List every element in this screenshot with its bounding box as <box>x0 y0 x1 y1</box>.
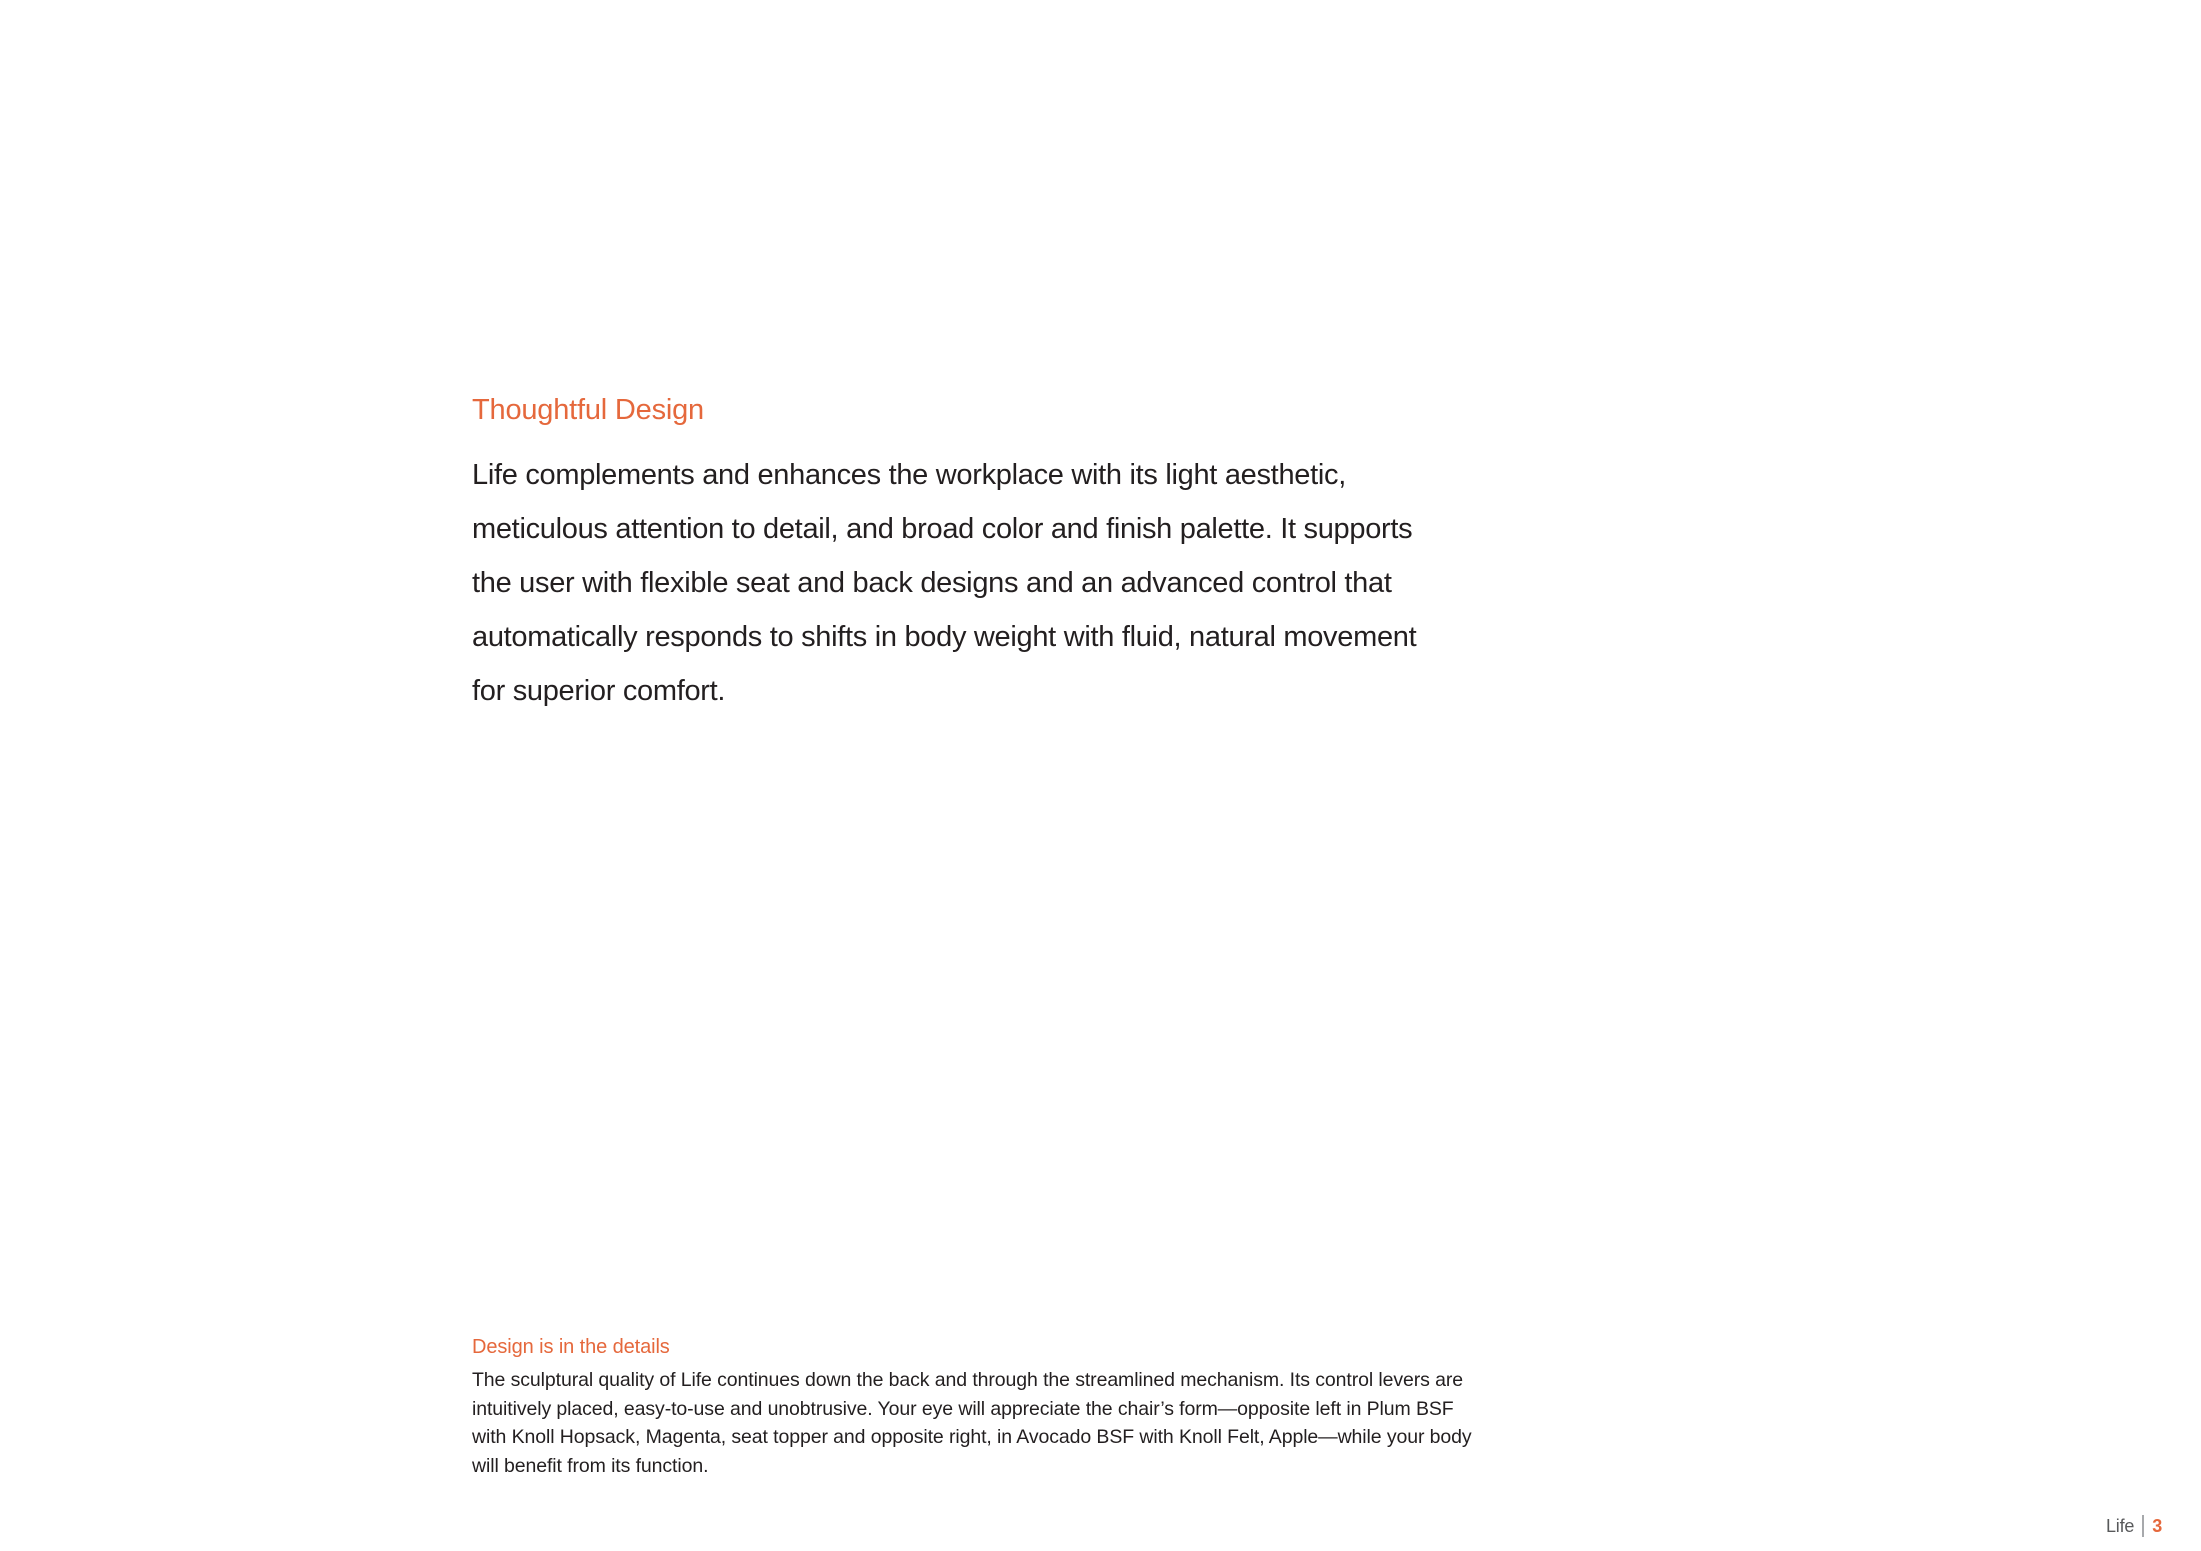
caption-line: with Knoll Hopsack, Magenta, seat topper and opposite right, in Avocado BSF with Knoll Felt, Apple—while your body <box>472 1426 1472 1448</box>
paragraph-line: automatically responds to shifts in body weight with fluid, natural movement <box>472 621 1417 653</box>
caption-block <box>472 1337 1472 1480</box>
footer-brand-label: Life <box>2105 1516 2135 1536</box>
page-footer <box>2106 1515 2162 1537</box>
paragraph-line: Life complements and enhances the workplace with its light aesthetic, <box>472 459 1346 491</box>
footer-page-number: 3 <box>2152 1516 2162 1536</box>
caption-heading: Design is in the details <box>472 1336 670 1358</box>
caption-line: intuitively placed, easy-to-use and unobtrusive. Your eye will appreciate the chair’s form—opposite left in Plum BSF <box>472 1397 1454 1420</box>
caption-line: The sculptural quality of Life continues down the back and through the streamlined mechanism. Its control levers are <box>472 1369 1464 1391</box>
main-paragraph <box>472 448 1416 718</box>
caption-line: will benefit from its function. <box>472 1454 709 1477</box>
section-heading: Thoughtful Design <box>472 394 704 426</box>
paragraph-line: for superior comfort. <box>472 675 726 707</box>
footer-separator <box>2142 1515 2144 1537</box>
paragraph-line: the user with flexible seat and back designs and an advanced control that <box>472 567 1392 599</box>
paragraph-line: meticulous attention to detail, and broad color and finish palette. It supports <box>472 513 1413 545</box>
